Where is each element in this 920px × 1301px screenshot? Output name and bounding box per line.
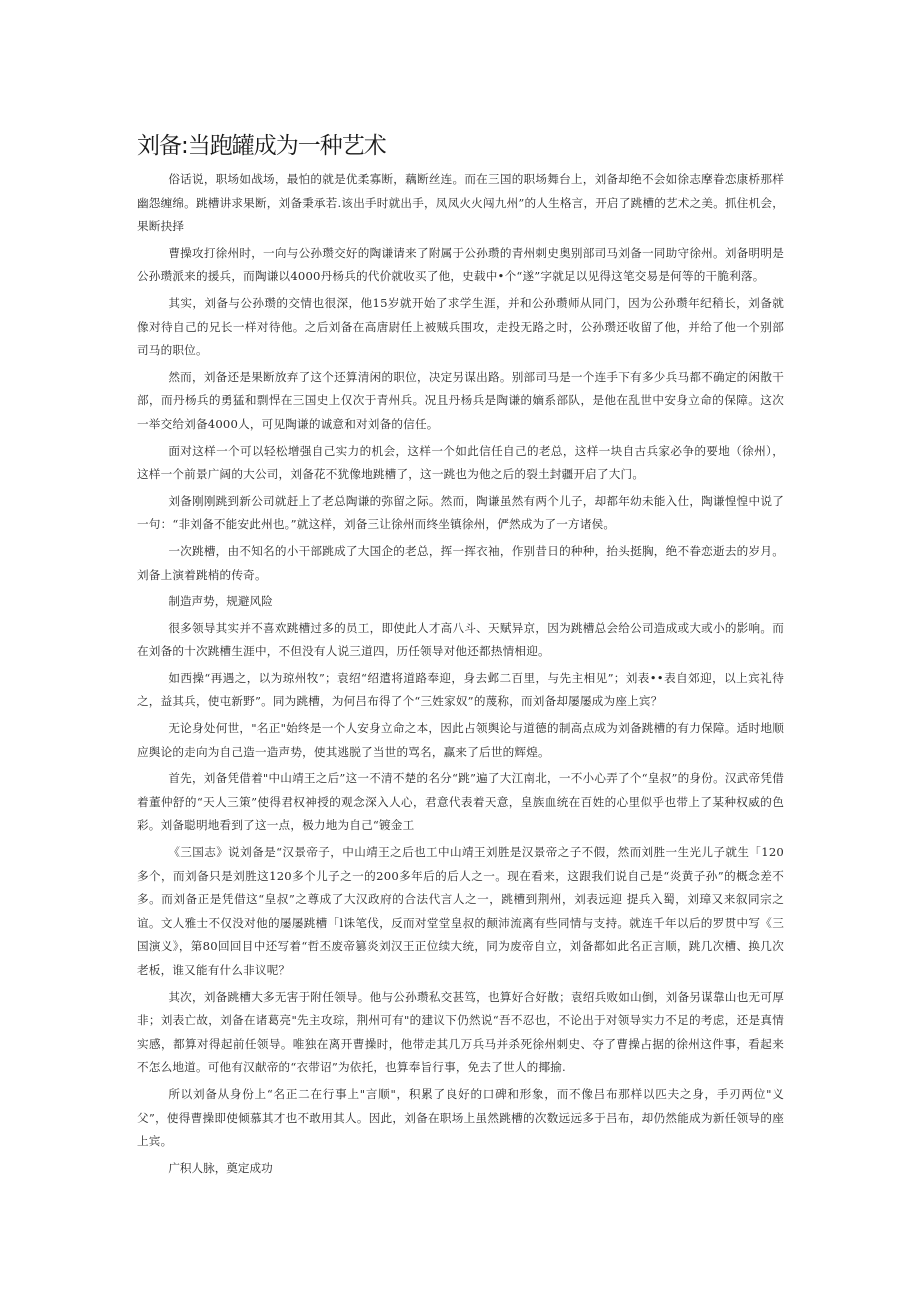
paragraph: 一次跳槽，由不知名的小干部跳成了大国企的老总，挥一挥衣袖，作别昔日的种种，抬头挺胸，绝不眷恋逝去的岁月。刘备上演着跳梢的传奇。 [137, 543, 784, 582]
paragraph: 所以刘备从身份上“名正二在行事上"言顺"，积累了良好的口碑和形象，而不像吕布那样以匹夫之身，手刃两位"义父”，使得曹操即使倾慕其才也不敢用其人。因此，刘备在职场上虽然跳槽的次数远远多于吕布，却仍然能成为新任领导的座上宾。 [137, 1086, 784, 1149]
paragraph: 无论身处何世，"名正"始终是一个人安身立命之本，因此占领舆论与道德的制高点成为刘备跳槽的有力保障。适时地顺应舆论的走向为自己造一造声势，使其逃脱了当世的骂名，赢来了后世的辉煌。 [137, 721, 784, 759]
section-heading: 广积人脉，奠定成功 [168, 1160, 273, 1175]
paragraph: 其实，刘备与公孙瓒的交情也很深，他15岁就开始了求学生涯，并和公孙瓒师从同门，因为公孙瓒年纪稍长，刘备就像对待自己的兄长一样对待他。之后刘备在高唐尉任上被贼兵围攻，走投无路之时，公孙瓒还收留了他，并给了他一个别部司马的职位。 [137, 295, 784, 358]
paragraph: 《三国志》说刘备是“汉景帝子，中山靖王之后也工中山靖王刘胜是汉景帝之子不假，然而刘胜一生光儿子就生「120多个，而刘备只是刘胜这120多个儿子之一的200多年后的后人之一。现在看来，这跟我们说自己是“炎黄子孙”的概念差不多。而刘备正是凭借这“皇叔”之尊成了大汉政府的合法代言人之一，跳槽到荆州，刘表远迎 提兵入蜀，刘璋又来叙同宗之谊。文人雅士不仅没对他的屡屡跳槽「l诛笔伐，反而对堂堂皇叔的颠沛流离有些同情与支持。就连千年以后的罗贯中写《三国演义》，第80回回目中还写着“哲丕废帝篡炎刘汉王正位续大统，同为废帝自立，刘备都如此名正言顺，跳几次槽、换几次老板，谁又能有什么非议呢？ [137, 845, 784, 977]
page-title: 刘备:当跑罐成为一种艺术 [137, 133, 386, 159]
paragraph: 然而，刘备还是果断放弃了这个还算清闲的职位，决定另谋出路。别部司马是一个连手下有多少兵马都不确定的闲散干部，而丹杨兵的勇猛和剽悍在三国史上仅次于青州兵。况且丹杨兵是陶谦的嫡系部队，是他在乱世中安身立命的保障。这次一举交给刘备4000人，可见陶谦的诚意和对刘备的信任。 [137, 369, 784, 431]
paragraph: 很多领导其实并不喜欢跳槽过多的员工，即使此人才高八斗、天赋异京，因为跳槽总会给公司造成或大或小的影响。而在刘备的十次跳槽生涯中，不但没有人说三道四，历任领导对他还都热情相迎。 [137, 620, 784, 659]
paragraph: 曹操攻打徐州时，一向与公孙瓒交好的陶谦请来了附属于公孙瓒的青州刺史奥别部司马刘备一同助守徐州。刘备明明是公孙瓒派来的援兵，而陶谦以4000丹杨兵的代价就收买了他，史载中•个“遂”字就足以见得这笔交易是何等的干脆利落。 [137, 245, 784, 284]
paragraph: 如西操“再遇之，以为琼州牧”；袁绍“绍遣将道路奉迎，身去邺二百里，与先主相见”；刘表••表自郊迎，以上宾礼待之，益其兵，使屯新野”。同为跳槽，为何吕布得了个“三姓家奴”的蔑称，而刘备却屡屡成为座上宾？ [137, 670, 784, 709]
paragraph: 俗话说，职场如战场，最怕的就是优柔寡断，藕断丝连。而在三国的职场舞台上，刘备却绝不会如徐志摩眷恋康桥那样幽怨缠绵。跳槽讲求果断，刘备秉承若.该出手时就出手，凤凤火火闯九州”的人生格言，开启了跳槽的艺术之美。抓住机会，果断抉择 [137, 172, 784, 234]
paragraph: 面对这样一个可以轻松增强自己实力的机会，这样一个如此信任自己的老总，这样一块自古兵家必争的要地（徐州），这样一个前景广阔的大公司，刘备花不犹像地跳槽了，这一跳也为他之后的裂土封疆开启了大门。 [137, 443, 784, 482]
paragraph: 刘备刚刚跳到新公司就赶上了老总陶谦的弥留之际。然而，陶谦虽然有两个儿子，却都年幼未能入仕，陶谦惶惶中说了一句：“非刘备不能安此州也。”就这样，刘备三让徐州而终坐镇徐州，俨然成为了一方诸侯。 [137, 493, 784, 532]
section-heading: 制造声势，规避风险 [168, 594, 273, 609]
paragraph: 其次，刘备跳槽大多无害于附任领导。他与公孙瓒私交甚笃，也算好合好散；袁绍兵败如山倒，刘备另谋靠山也无可厚非；刘表亡故，刘备在诸葛亮"先主攻琮，荆州可有"的建议下仍然说“吾不忍也，不论出于对领导实力不足的考虑，还是真情实感，都算对得起前任领导。唯独在离开曹操时，他带走其几万兵马并杀死徐州刺史、夺了曹操占据的徐州这件事，看起来不怎么地道。可他有汉献帝的“衣带诏”为依托，也算奉旨行事，免去了世人的揶揄. [137, 989, 784, 1075]
article-body [137, 168, 784, 1183]
paragraph: 首先，刘备凭借着"中山靖王之后”这一不清不楚的名分“跳”遍了大江南北，一不小心弄了个“皇叔”的身份。汉武帝凭借着董仲舒的“天人三策”使得君权神授的观念深入人心，君意代表着天意，皇族血统在百姓的心里似乎也带上了某种权威的色彩。刘备聪明地看到了这一点，极力地为自己“镀金工 [137, 771, 784, 833]
